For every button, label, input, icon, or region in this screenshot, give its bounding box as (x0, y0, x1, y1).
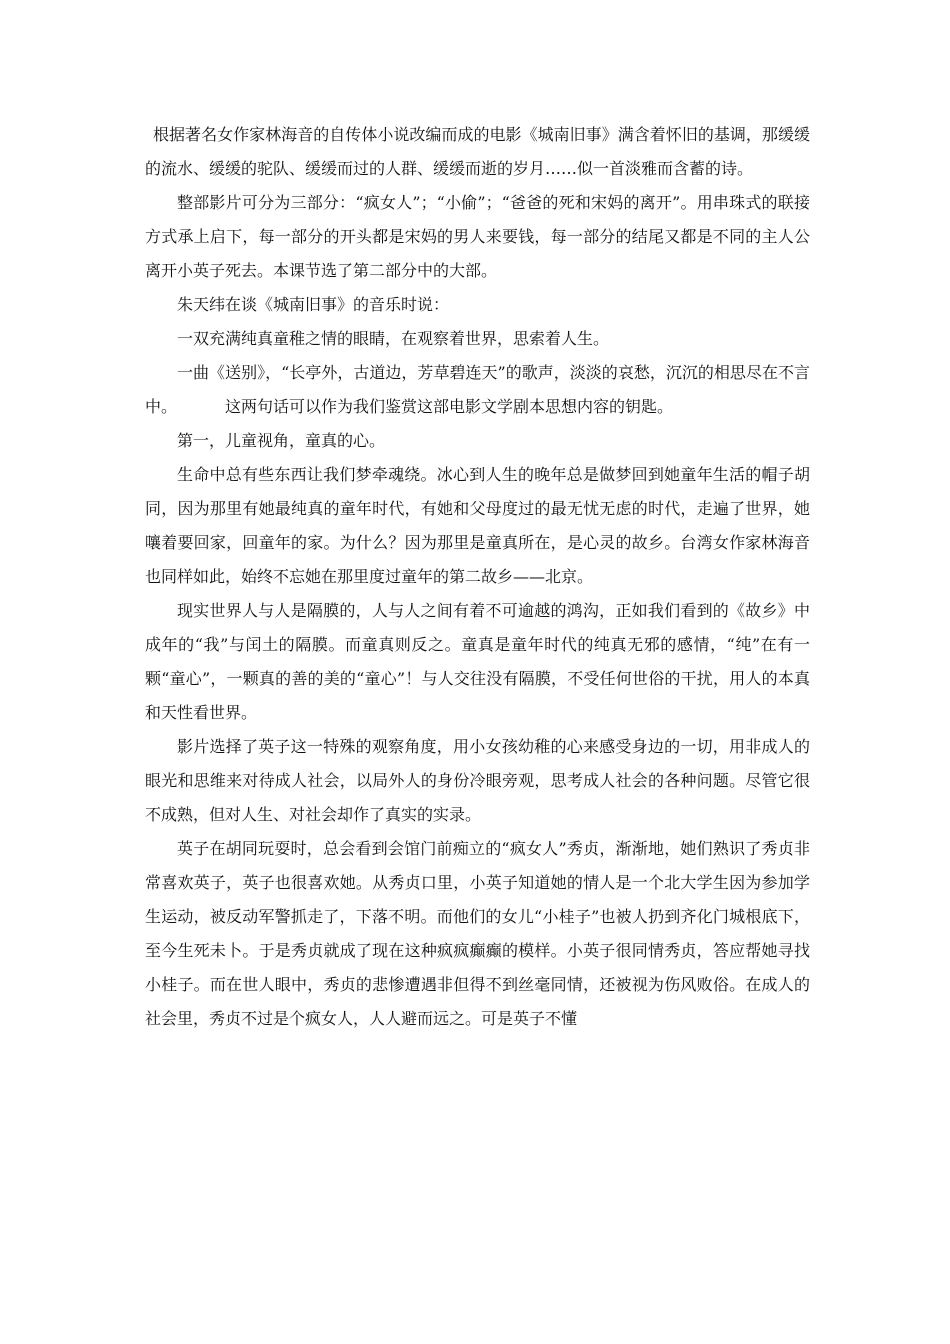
quote-line-2-comment: 这两句话可以作为我们鉴赏这部电影文学剧本思想内容的钥匙。 (225, 397, 674, 416)
paragraph-structure: 整部影片可分为三部分：“疯女人”；“小偷”；“爸爸的死和宋妈的离开”。用串珠式的联接方式承上启下，每一部分的开头都是宋妈的男人来要钱，每一部分的结尾又都是不同的主人公离开小英子死去。本课节选了第二部分中的大部。 (145, 193, 810, 280)
paragraph-quote-line-2 (145, 356, 810, 424)
paragraph-xiuzhen: 英子在胡同玩耍时，总会看到会馆门前痴立的“疯女人”秀贞，渐渐地，她们熟识了秀贞非常喜欢英子，英子也很喜欢她。从秀贞口里，小英子知道她的情人是一个北大学生因为参加学生运动，被反动军警抓走了，下落不明。而他们的女儿“小桂子”也被人扔到齐化门城根底下，至今生死未卜。于是秀贞就成了现在这种疯疯癫癫的模样。小英子很同情秀贞，答应帮她寻找小桂子。而在世人眼中，秀贞的悲惨遭遇非但得不到丝毫同情，还被视为伤风败俗。在成人的社会里，秀贞不过是个疯女人，人人避而远之。可是英子不懂 (145, 839, 810, 1028)
paragraph-bingxin: 生命中总有些东西让我们梦牵魂绕。冰心到人生的晚年总是做梦回到她童年生活的帽子胡同，因为那里有她最纯真的童年时代，有她和父母度过的最无忧无虑的时代，走遍了世界，她嚷着要回家，回童年的家。为什么？因为那里是童真所在，是心灵的故乡。台湾女作家林海音也同样如此，始终不忘她在那里度过童年的第二故乡——北京。 (145, 465, 810, 586)
section-heading-first: 第一，儿童视角，童真的心。 (177, 431, 386, 450)
paragraph-intro: 根据著名女作家林海音的自传体小说改编而成的电影《城南旧事》满含着怀旧的基调，那缓缓的流水、缓缓的驼队、缓缓而过的人群、缓缓而逝的岁月……似一首淡雅而含蓄的诗。 (145, 125, 810, 178)
paragraph-quote-intro: 朱天纬在谈《城南旧事》的音乐时说： (177, 295, 450, 314)
paragraph-quote-line-1: 一双充满纯真童稚之情的眼睛，在观察着世界，思索着人生。 (177, 329, 610, 348)
quote-line-2-text: 一曲《送别》，“长亭外，古道边，芳草碧连天”的歌声，淡淡的哀愁，沉沉的相思尽在不言中。 (145, 363, 810, 416)
paragraph-viewpoint: 影片选择了英子这一特殊的观察角度，用小女孩幼稚的心来感受身边的一切，用非成人的眼光和思维来对待成人社会，以局外人的身份冷眼旁观，思考成人社会的各种问题。尽管它很不成熟，但对人生、对社会却作了真实的实录。 (145, 737, 810, 824)
document-body (145, 118, 810, 1036)
paragraph-childlike-innocence: 现实世界人与人是隔膜的，人与人之间有着不可逾越的鸿沟，正如我们看到的《故乡》中成年的“我”与闰土的隔膜。而童真则反之。童真是童年时代的纯真无邪的感情，“纯”在有一颗“童心”，一颗真的善的美的“童心”！与人交往没有隔膜，不受任何世俗的干扰，用人的本真和天性看世界。 (145, 601, 810, 722)
